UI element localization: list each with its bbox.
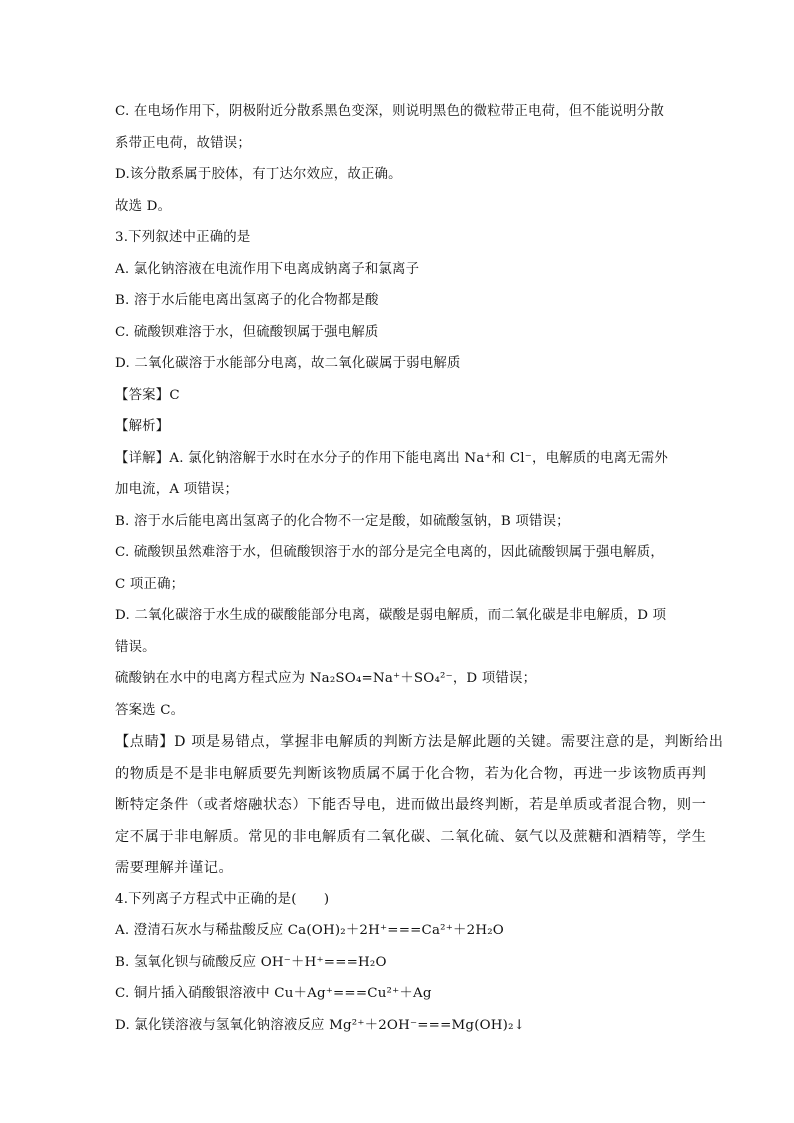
answer-label: 【答案】C	[115, 388, 180, 403]
option-d: D. 二氧化碳溶于水能部分电离，故二氧化碳属于弱电解质	[115, 356, 461, 371]
text-line: C. 在电场作用下，阴极附近分散系黑色变深，则说明黑色的微粒带正电荷，但不能说明分散	[115, 104, 664, 119]
option-a: A. 氯化钠溶液在电流作用下电离成钠离子和氯离子	[115, 262, 420, 277]
detail-line: D. 二氧化碳溶于水生成的碳酸能部分电离，碳酸是弱电解质，而二氧化碳是非电解质，D 项	[115, 608, 667, 623]
question-title: 4.下列离子方程式中正确的是( )	[115, 892, 330, 907]
text-line: 故选 D。	[115, 199, 172, 214]
question-title: 3.下列叙述中正确的是	[115, 230, 251, 245]
tip-line: 定不属于非电解质。常见的非电解质有二氧化碳、二氧化硫、氨气以及蔗糖和酒精等，学生	[115, 829, 707, 845]
detail-line: 错误。	[115, 640, 156, 655]
detail-line: 【详解】A. 氯化钠溶解于水时在水分子的作用下能电离出 Na⁺和 Cl⁻，电解质的电离无需外	[115, 451, 668, 466]
answer-choice: 答案选 C。	[115, 703, 185, 718]
detail-line: B. 溶于水后能电离出氢离子的化合物不一定是酸，如硫酸氢钠，B 项错误；	[115, 514, 570, 529]
detail-line: C 项正确；	[115, 577, 185, 592]
detail-line: 加电流，A 项错误；	[115, 482, 239, 497]
tip-line: 断特定条件（或者熔融状态）下能否导电，进而做出最终判断，若是单质或者混合物，则一	[115, 797, 707, 813]
text-line: D.该分散系属于胶体，有丁达尔效应，故正确。	[115, 167, 402, 182]
detail-line: C. 硫酸钡虽然难溶于水，但硫酸钡溶于水的部分是完全电离的，因此硫酸钡属于强电解质，	[115, 545, 664, 560]
tip-line: 需要理解并谨记。	[115, 860, 234, 876]
option-b: B. 氢氧化钡与硫酸反应 OH⁻＋H⁺===H₂O	[115, 955, 387, 970]
analysis-label: 【解析】	[115, 419, 170, 434]
text-line: 系带正电荷，故错误；	[115, 136, 251, 151]
option-d: D. 氯化镁溶液与氢氧化钠溶液反应 Mg²⁺＋2OH⁻===Mg(OH)₂↓	[115, 1018, 526, 1033]
option-a: A. 澄清石灰水与稀盐酸反应 Ca(OH)₂＋2H⁺===Ca²⁺＋2H₂O	[115, 923, 504, 938]
option-c: C. 硫酸钡难溶于水，但硫酸钡属于强电解质	[115, 325, 379, 340]
equation-line: 硫酸钠在水中的电离方程式应为 Na₂SO₄=Na⁺＋SO₄²⁻，D 项错误；	[115, 671, 537, 686]
tip-line: 的物质是不是非电解质要先判断该物质属不属于化合物，若为化合物，再进一步该物质再判	[115, 766, 707, 782]
tip-line: 【点睛】D 项是易错点，掌握非电解质的判断方法是解此题的关键。需要注意的是，判断给出	[115, 734, 724, 750]
option-c: C. 铜片插入硝酸银溶液中 Cu＋Ag⁺===Cu²⁺＋Ag	[115, 986, 432, 1001]
option-b: B. 溶于水后能电离出氢离子的化合物都是酸	[115, 293, 379, 308]
